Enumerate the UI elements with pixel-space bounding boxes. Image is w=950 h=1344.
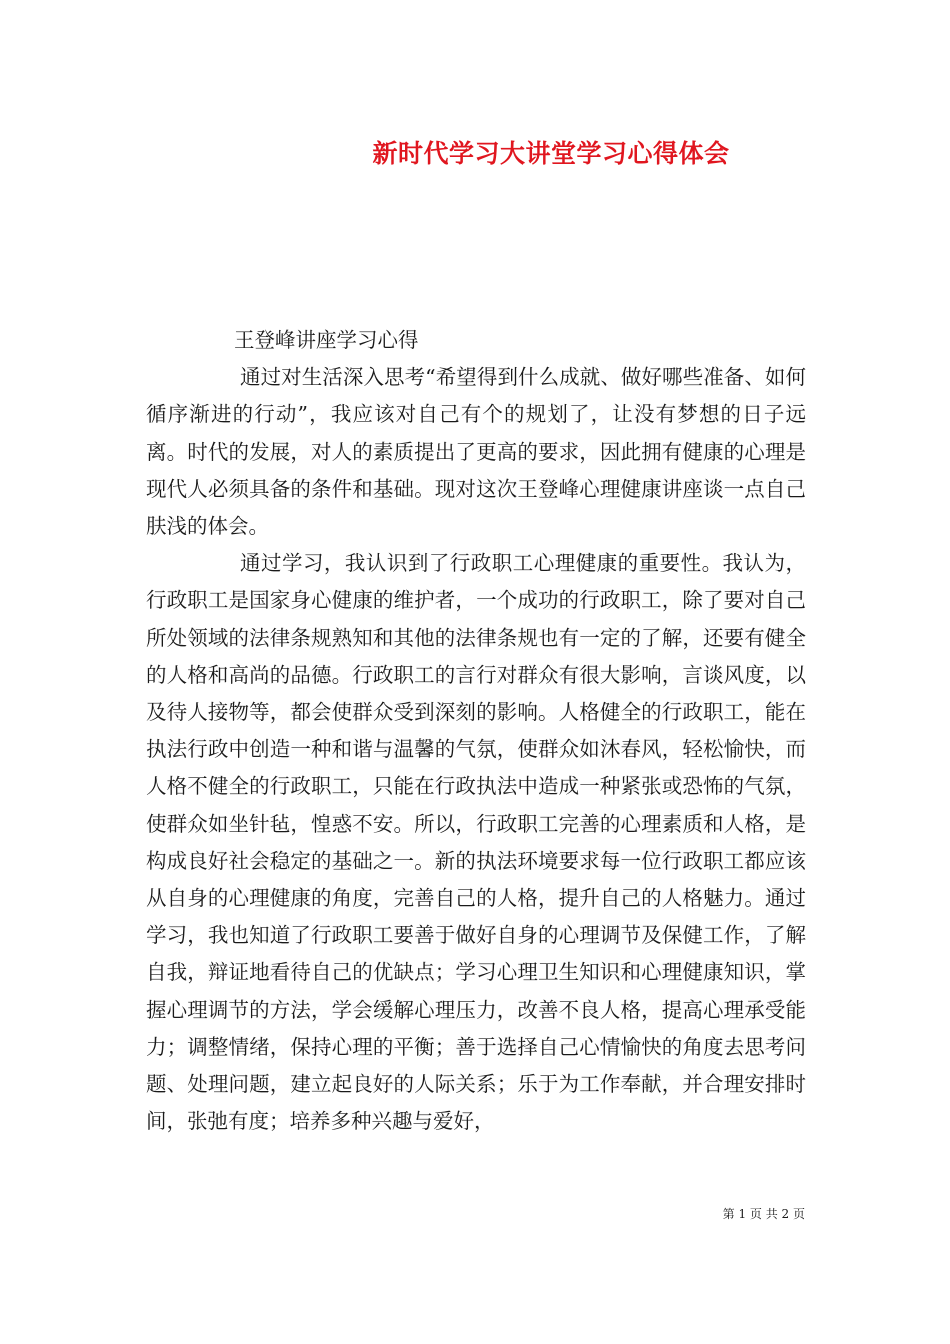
paragraph-2: 通过学习，我认识到了行政职工心理健康的重要性。我认为，行政职工是国家身心健康的维护者，一个成功的行政职工，除了要对自己所处领域的法律条规熟知和其他的法律条规也有一定的了解，还要有健全的人格和高尚的品德。行政职工的言行对群众有很大影响，言谈风度，以及待人接物等，都会使群众受到深刻的影响。人格健全的行政职工，能在执法行政中创造一种和谐与温馨的气氛，使群众如沐春风，轻松愉快，而人格不健全的行政职工，只能在行政执法中造成一种紧张或恐怖的气氛，使群众如坐针毡，惶惑不安。所以，行政职工完善的心理素质和人格，是构成良好社会稳定的基础之一。新的执法环境要求每一位行政职工都应该从自身的心理健康的角度，完善自己的人格，提升自己的人格魅力。通过学习，我也知道了行政职工要善于做好自身的心理调节及保健工作，了解自我，辩证地看待自己的优缺点；学习心理卫生知识和心理健康知识，掌握心理调节的方法，学会缓解心理压力，改善不良人格，提高心理承受能力；调整情绪，保持心理的平衡；善于选择自己心情愉快的角度去思考问题、处理问题，建立起良好的人际关系；乐于为工作奉献，并合理安排时间，张弛有度；培养多种兴趣与爱好， (146, 551, 806, 1134)
document-body (146, 322, 806, 1140)
page-number-footer: 第 1 页 共 2 页 (722, 1207, 805, 1221)
subheading: 王登峰讲座学习心得 (234, 328, 419, 352)
paragraph-1: 通过对生活深入思考“希望得到什么成就、做好哪些准备、如何循序渐进的行动”，我应该对自己有个的规划了，让没有梦想的日子远离。时代的发展，对人的素质提出了更高的要求，因此拥有健康的心理是现代人必须具备的条件和基础。现对这次王登峰心理健康讲座谈一点自己肤浅的体会。 (146, 365, 806, 539)
document-title: 新时代学习大讲堂学习心得体会 (372, 139, 730, 168)
